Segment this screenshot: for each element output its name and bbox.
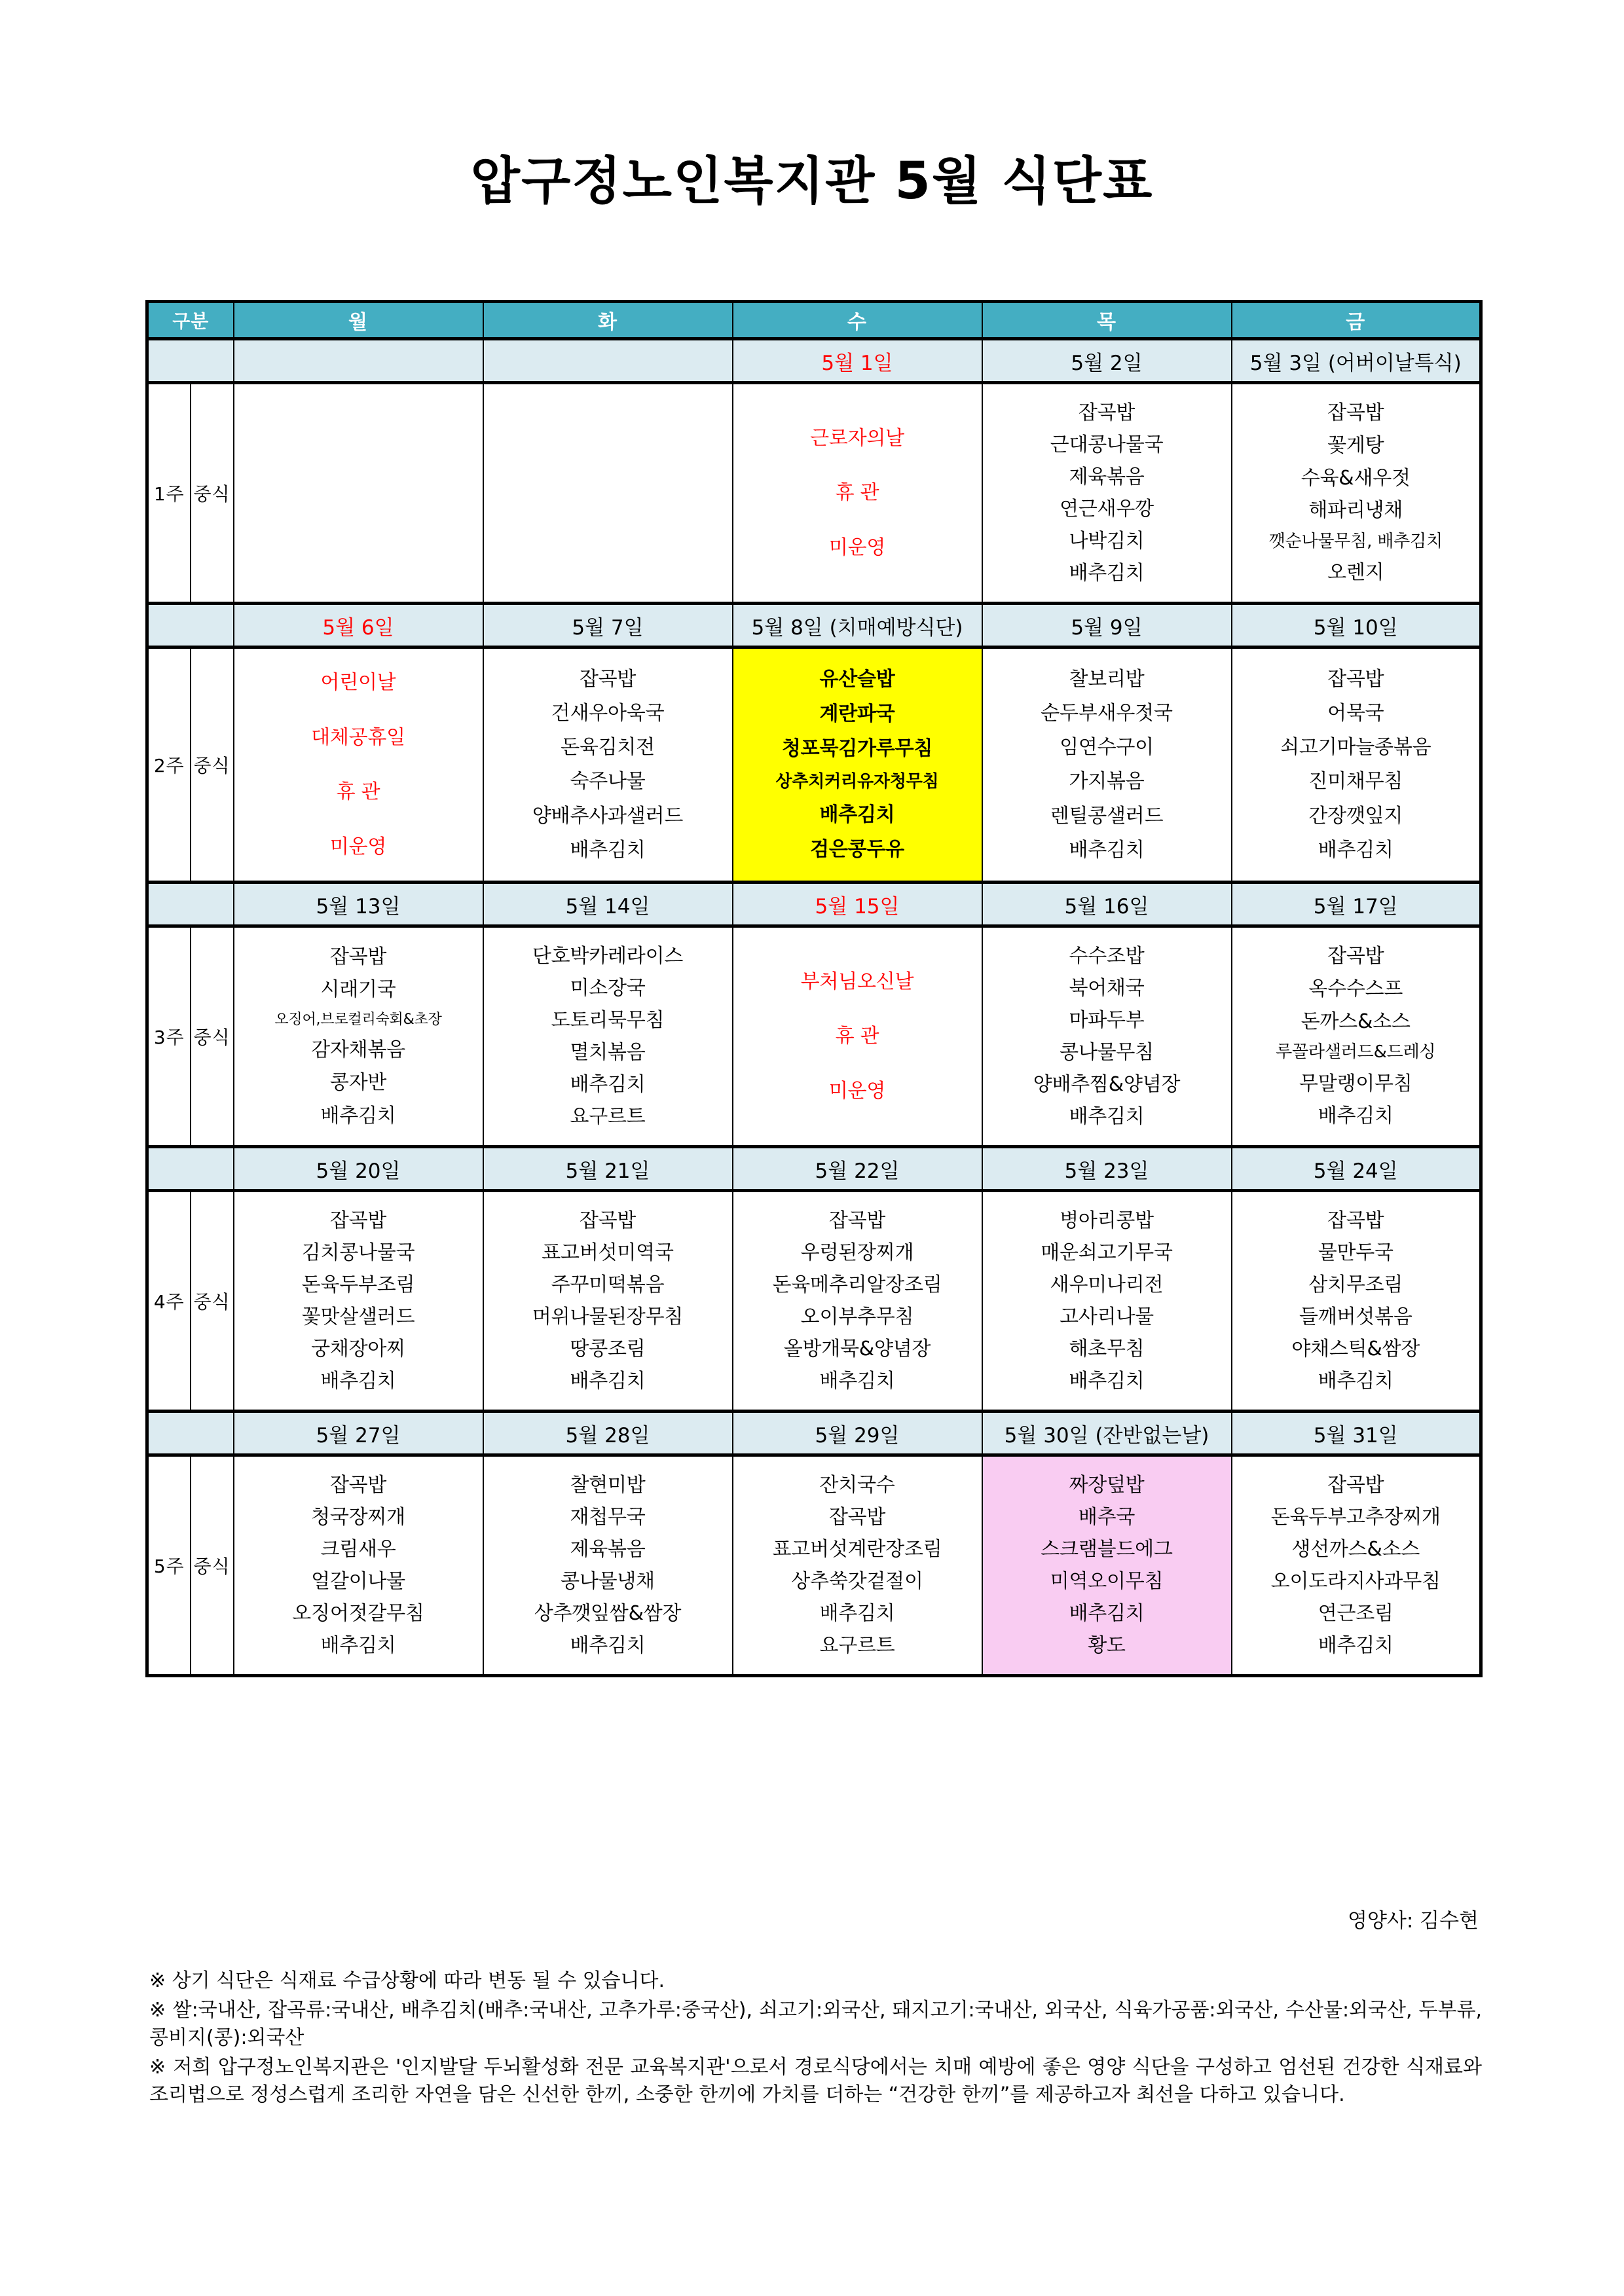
date-row-spacer [147, 604, 234, 647]
dish-item: 돈육두부조림 [301, 1273, 415, 1296]
menu-cell [234, 1455, 483, 1676]
dish-item: 배추김치 [819, 803, 895, 827]
dish-list [983, 1457, 1231, 1674]
dish-item: 해파리냉채 [1308, 499, 1403, 522]
dish-item: 계란파국 [819, 702, 895, 726]
dish-item: 잡곡밥 [1327, 401, 1384, 425]
date-row-spacer [147, 339, 234, 383]
dish-list [484, 928, 732, 1145]
dish-item: 표고버섯미역국 [542, 1241, 674, 1264]
menu-cell [1232, 383, 1481, 604]
dish-item: 수수조밥 [1069, 944, 1145, 968]
date-cell: 5월 9일 [982, 604, 1232, 647]
dish-list [234, 1192, 483, 1410]
dish-list [484, 1457, 732, 1674]
dish-item: 들깨버섯볶음 [1299, 1305, 1412, 1328]
dish-item: 어묵국 [1327, 701, 1384, 725]
dish-item: 쇠고기마늘종볶음 [1280, 736, 1431, 759]
dish-item: 배추김치 [1069, 561, 1145, 585]
dish-item: 잡곡밥 [1327, 667, 1384, 691]
dish-list [234, 649, 483, 881]
dish-item: 크림새우 [320, 1537, 396, 1561]
menu-table-container [145, 300, 1480, 1677]
dish-item: 제육볶음 [1069, 465, 1145, 488]
menu-cell [982, 926, 1232, 1147]
dish-item: 배추김치 [570, 1369, 646, 1393]
dish-item: 콩나물무침 [1060, 1040, 1154, 1064]
week-label: 1주 [147, 383, 191, 604]
dish-item: 미운영 [828, 536, 886, 559]
date-cell: 5월 13일 [234, 883, 483, 926]
dish-item: 머위나물된장무침 [532, 1305, 684, 1328]
dish-item: 찰보리밥 [1069, 667, 1145, 691]
menu-cell [483, 647, 733, 883]
dish-item: 오징어,브로컬리숙회&초장 [274, 1011, 442, 1029]
dish-item: 미소장국 [570, 976, 646, 1000]
dish-item: 야채스틱&쌈장 [1291, 1337, 1420, 1360]
menu-cell [1232, 1191, 1481, 1412]
dish-item: 요구르트 [570, 1104, 646, 1128]
dish-item: 배추김치 [1069, 1601, 1145, 1625]
dish-item: 청국장찌개 [311, 1505, 405, 1529]
page-title: 압구정노인복지관 5월 식단표 [470, 152, 1154, 211]
dish-list [1232, 928, 1480, 1145]
dish-item: 가지볶음 [1069, 770, 1145, 793]
dish-list [733, 1457, 982, 1674]
date-cell: 5월 22일 [733, 1147, 982, 1191]
dish-item: 진미채무침 [1308, 770, 1403, 793]
dish-item: 우렁된장찌개 [800, 1241, 914, 1264]
dish-item: 콩자반 [329, 1071, 387, 1095]
closed-day-cell [733, 383, 982, 604]
dish-item: 근대콩나물국 [1050, 433, 1164, 456]
dish-list [983, 1192, 1231, 1410]
dish-item: 청포묵김가루무침 [781, 737, 933, 760]
dish-item: 올방개묵&양념장 [783, 1337, 931, 1360]
dish-item: 배추김치 [819, 1369, 895, 1393]
date-cell: 5월 8일 (치매예방식단) [733, 604, 982, 647]
dish-item: 물만두국 [1318, 1241, 1393, 1264]
dish-item: 황도 [1088, 1633, 1126, 1657]
dish-item: 숙주나물 [570, 770, 646, 793]
dish-item: 나박김치 [1069, 529, 1145, 553]
dish-item: 고사리나물 [1060, 1305, 1154, 1328]
closed-day-cell [733, 926, 982, 1147]
dish-item: 미운영 [329, 835, 387, 858]
empty-cell [234, 383, 483, 604]
dish-item: 재첩무국 [570, 1505, 646, 1529]
dish-item: 새우미나리전 [1050, 1273, 1164, 1296]
dish-item: 멸치볶음 [570, 1040, 646, 1064]
footer-note: ※ 저희 압구정노인복지관은 '인지발달 두뇌활성화 전문 교육복지관'으로서 경로식당에서는 치매 예방에 좋은 영양 식단을 구성하고 엄선된 건강한 식재료와 조리법으로 정성스럽게 조리한 자연을 담은 신선한 한끼, 소중한 한끼에 가치를 더하는 “건강한 한끼”를 제공하고자 최선을 다하고 있습니다. [149, 2055, 1482, 2107]
date-cell: 5월 14일 [483, 883, 733, 926]
menu-row [147, 383, 1481, 604]
dish-item: 순두부새우젓국 [1041, 701, 1173, 725]
dish-item: 마파두부 [1069, 1008, 1145, 1032]
dish-item: 간장깻잎지 [1308, 804, 1403, 828]
dish-item: 매운쇠고기무국 [1041, 1241, 1173, 1264]
dish-item: 감자채볶음 [311, 1038, 405, 1062]
closed-day-cell [234, 647, 483, 883]
dish-item: 연근새우깡 [1060, 497, 1154, 520]
date-cell: 5월 17일 [1232, 883, 1481, 926]
dish-item: 루꼴라샐러드&드레싱 [1276, 1042, 1436, 1063]
meal-type-label: 중식 [191, 1455, 234, 1676]
menu-cell [982, 1455, 1232, 1676]
meal-type-label: 중식 [191, 1191, 234, 1412]
dish-item: 배추국 [1078, 1505, 1135, 1529]
dish-item: 양배추사과샐러드 [532, 804, 684, 828]
dish-list [234, 928, 483, 1145]
dish-item: 양배추찜&양념장 [1033, 1072, 1181, 1096]
dish-list [733, 649, 982, 881]
dish-item: 근로자의날 [810, 426, 904, 450]
menu-row [147, 926, 1481, 1147]
menu-cell [1232, 926, 1481, 1147]
dish-item: 수육&새우젓 [1301, 466, 1411, 490]
meal-type-label: 중식 [191, 926, 234, 1147]
dish-item: 잡곡밥 [579, 667, 637, 691]
dish-item: 얼갈이나물 [311, 1569, 405, 1593]
dish-item: 단호박카레라이스 [532, 944, 684, 968]
dish-item: 제육볶음 [570, 1537, 646, 1561]
week-label: 3주 [147, 926, 191, 1147]
meal-type-label: 중식 [191, 383, 234, 604]
date-cell: 5월 20일 [234, 1147, 483, 1191]
week-label: 2주 [147, 647, 191, 883]
dish-item: 잡곡밥 [1327, 945, 1384, 968]
table-header-row [147, 302, 1481, 339]
date-cell: 5월 23일 [982, 1147, 1232, 1191]
dish-item: 짜장덮밥 [1069, 1473, 1145, 1497]
dish-list [733, 384, 982, 602]
dish-item: 꽃맛살샐러드 [301, 1305, 415, 1328]
dish-item: 잡곡밥 [828, 1505, 886, 1529]
dish-item: 오이부추무침 [800, 1305, 914, 1328]
date-cell: 5월 15일 [733, 883, 982, 926]
date-cell: 5월 21일 [483, 1147, 733, 1191]
menu-cell [483, 1455, 733, 1676]
dish-list [1232, 1192, 1480, 1410]
menu-row [147, 1191, 1481, 1412]
dish-list [234, 1457, 483, 1674]
dish-item: 잡곡밥 [329, 1209, 387, 1232]
dish-item: 땅콩조림 [570, 1337, 646, 1360]
dish-item: 무말랭이무침 [1299, 1072, 1412, 1095]
date-cell: 5월 6일 [234, 604, 483, 647]
dish-item: 잡곡밥 [1078, 401, 1135, 424]
menu-cell [234, 926, 483, 1147]
dish-list [983, 928, 1231, 1145]
dish-item: 휴 관 [835, 1025, 879, 1048]
dish-list [983, 384, 1231, 602]
menu-cell [733, 1455, 982, 1676]
dish-item: 잡곡밥 [828, 1209, 886, 1232]
dish-item: 배추김치 [570, 838, 646, 862]
dish-item: 시래기국 [320, 978, 396, 1002]
menu-cell [1232, 1455, 1481, 1676]
dish-item: 배추김치 [1318, 1104, 1393, 1128]
date-row [147, 1147, 1481, 1191]
dish-item: 건새우아욱국 [551, 701, 665, 725]
date-row [147, 883, 1481, 926]
meal-type-label: 중식 [191, 647, 234, 883]
date-row-spacer [147, 883, 234, 926]
week-label: 5주 [147, 1455, 191, 1676]
dish-item: 생선까스&소스 [1291, 1537, 1420, 1561]
menu-cell [733, 1191, 982, 1412]
dish-list [1232, 1457, 1480, 1674]
dish-item: 배추김치 [1069, 1369, 1145, 1393]
monthly-menu-table [145, 300, 1483, 1677]
dish-item: 도토리묵무침 [551, 1008, 665, 1032]
dish-list [234, 384, 483, 602]
date-cell [483, 339, 733, 383]
dish-item: 배추김치 [570, 1633, 646, 1657]
dish-item: 요구르트 [819, 1633, 895, 1657]
dish-item: 잡곡밥 [1327, 1209, 1384, 1232]
dish-item: 오이도라지사과무침 [1270, 1569, 1441, 1593]
dish-item: 주꾸미떡볶음 [551, 1273, 665, 1296]
dish-item: 배추김치 [320, 1104, 396, 1127]
menu-cell [1232, 647, 1481, 883]
date-row-spacer [147, 1147, 234, 1191]
dish-list [733, 928, 982, 1145]
empty-cell [483, 383, 733, 604]
dish-item: 표고버섯계란장조림 [772, 1537, 942, 1561]
dish-item: 배추김치 [1069, 838, 1145, 862]
dish-list [733, 1192, 982, 1410]
menu-cell [483, 926, 733, 1147]
dish-item: 배추김치 [570, 1072, 646, 1096]
dish-item: 해초무침 [1069, 1337, 1145, 1360]
dish-item: 임연수구이 [1060, 736, 1154, 759]
dish-item: 검은콩두유 [810, 838, 904, 862]
date-cell: 5월 28일 [483, 1412, 733, 1455]
menu-cell [982, 1191, 1232, 1412]
dish-list [1232, 384, 1480, 602]
dish-item: 김치콩나물국 [301, 1241, 415, 1264]
dish-item: 오렌지 [1327, 561, 1384, 585]
dish-item: 잡곡밥 [1327, 1473, 1384, 1497]
dish-item: 북어채국 [1069, 976, 1145, 1000]
header-cell-day: 금 [1232, 302, 1481, 339]
dish-item: 스크램블드에그 [1041, 1537, 1173, 1561]
date-cell: 5월 1일 [733, 339, 982, 383]
menu-cell [234, 1191, 483, 1412]
dish-item: 배추김치 [1318, 1633, 1393, 1657]
header-cell-gubun: 구분 [147, 302, 234, 339]
dish-item: 휴 관 [336, 780, 380, 803]
date-cell: 5월 31일 [1232, 1412, 1481, 1455]
dish-item: 잡곡밥 [329, 1473, 387, 1497]
footer-notes [149, 1967, 1482, 2111]
dish-item: 부처님오신날 [800, 970, 914, 993]
footer-note: ※ 상기 식단은 식재료 수급상황에 따라 변동 될 수 있습니다. [149, 1969, 665, 1992]
date-row [147, 604, 1481, 647]
dish-item: 깻순나물무침, 배추김치 [1268, 531, 1443, 551]
dish-list [484, 649, 732, 881]
dish-item: 궁채장아찌 [311, 1337, 405, 1360]
dish-item: 돈육김치전 [561, 736, 655, 759]
footer-note: ※ 쌀:국내산, 잡곡류:국내산, 배추김치(배추:국내산, 고추가루:중국산), 쇠고기:외국산, 돼지고기:국내산, 외국산, 식육가공품:외국산, 수산물:외국산, 두부류,콩비지(콩):외국산 [149, 1998, 1482, 2050]
menu-cell [733, 647, 982, 883]
dish-item: 유산슬밥 [819, 668, 895, 691]
date-row [147, 339, 1481, 383]
date-row-spacer [147, 1412, 234, 1455]
date-cell: 5월 16일 [982, 883, 1232, 926]
dish-item: 콩나물냉채 [561, 1569, 655, 1593]
dish-item: 대체공휴일 [311, 725, 405, 749]
dish-item: 휴 관 [835, 481, 879, 505]
menu-cell [982, 383, 1232, 604]
dish-item: 삼치무조림 [1308, 1273, 1403, 1296]
dish-item: 꽃게탕 [1327, 433, 1384, 457]
header-cell-day: 수 [733, 302, 982, 339]
nutritionist-credit: 영양사: 김수현 [1348, 1909, 1479, 1933]
date-cell: 5월 29일 [733, 1412, 982, 1455]
dish-item: 돈육메추리알장조림 [772, 1273, 942, 1296]
menu-row [147, 647, 1481, 883]
dish-item: 배추김치 [1318, 1369, 1393, 1393]
date-cell: 5월 7일 [483, 604, 733, 647]
dish-item: 잔치국수 [819, 1473, 895, 1497]
dish-item: 배추김치 [1318, 838, 1393, 862]
date-cell: 5월 27일 [234, 1412, 483, 1455]
header-cell-day: 월 [234, 302, 483, 339]
dish-list [983, 649, 1231, 881]
date-cell [234, 339, 483, 383]
dish-list [484, 1192, 732, 1410]
dish-item: 렌틸콩샐러드 [1050, 804, 1164, 828]
dish-item: 배추김치 [320, 1633, 396, 1657]
dish-item: 배추김치 [819, 1601, 895, 1625]
dish-item: 상추깻잎쌈&쌈장 [534, 1601, 682, 1625]
date-cell: 5월 10일 [1232, 604, 1481, 647]
dish-item: 돈육두부고추장찌개 [1270, 1505, 1441, 1529]
dish-item: 오징어젓갈무침 [292, 1601, 424, 1625]
date-cell: 5월 2일 [982, 339, 1232, 383]
header-cell-day: 목 [982, 302, 1232, 339]
dish-item: 옥수수스프 [1308, 977, 1403, 1000]
dish-list [1232, 649, 1480, 881]
menu-cell [483, 1191, 733, 1412]
date-cell: 5월 30일 (잔반없는날) [982, 1412, 1232, 1455]
dish-item: 배추김치 [1069, 1104, 1145, 1128]
dish-item: 연근조림 [1318, 1601, 1393, 1625]
dish-item: 배추김치 [320, 1369, 396, 1393]
dish-item: 어린이날 [320, 671, 396, 694]
dish-item: 상추쑥갓겉절이 [791, 1569, 923, 1593]
week-label: 4주 [147, 1191, 191, 1412]
dish-list [484, 384, 732, 602]
date-cell: 5월 24일 [1232, 1147, 1481, 1191]
date-row [147, 1412, 1481, 1455]
dish-item: 상추치커리유자청무침 [775, 771, 939, 792]
menu-cell [982, 647, 1232, 883]
header-cell-day: 화 [483, 302, 733, 339]
date-cell: 5월 3일 (어버이날특식) [1232, 339, 1481, 383]
dish-item: 잡곡밥 [329, 945, 387, 968]
dish-item: 잡곡밥 [579, 1209, 637, 1232]
dish-item: 미운영 [828, 1079, 886, 1102]
dish-item: 병아리콩밥 [1060, 1209, 1154, 1232]
menu-row [147, 1455, 1481, 1676]
dish-item: 돈까스&소스 [1301, 1010, 1411, 1033]
dish-item: 미역오이무침 [1050, 1569, 1164, 1593]
dish-item: 찰현미밥 [570, 1473, 646, 1497]
